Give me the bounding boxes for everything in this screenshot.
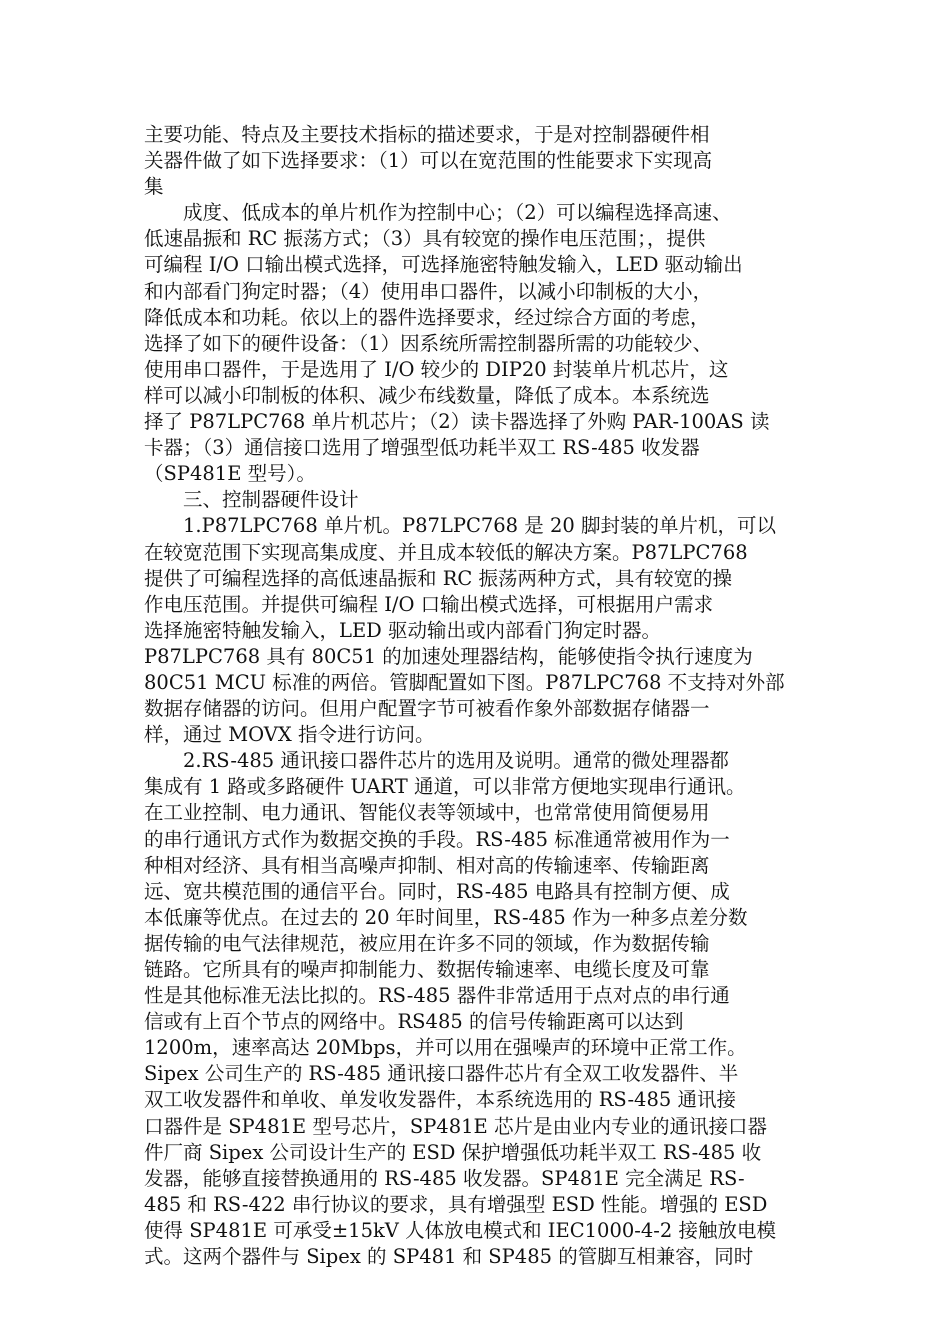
text-line: 本低廉等优点。在过去的 20 年时间里，RS-485 作为一种多点差分数 [144, 905, 748, 929]
text-line: 卡器；（3）通信接口选用了增强型低功耗半双工 RS-485 收发器 [144, 436, 700, 460]
text-line: P87LPC768 具有 80C51 的加速处理器结构，能够使指令执行速度为 [144, 644, 753, 668]
text-line: 成度、低成本的单片机作为控制中心；（2）可以编程选择高速、 [144, 201, 732, 225]
text-line: 口器件是 SP481E 型号芯片，SP481E 芯片是由业内专业的通讯接口器 [144, 1114, 767, 1138]
text-line: 可编程 I/O 口输出模式选择，可选择施密特触发输入，LED 驱动输出 [144, 253, 743, 277]
text-line: 集 [144, 175, 164, 199]
text-line: 样可以减小印制板的体积、减少布线数量，降低了成本。本系统选 [144, 383, 710, 407]
text-line: 发器，能够直接替换通用的 RS-485 收发器。SP481E 完全满足 RS- [144, 1166, 745, 1190]
text-line: 使得 SP481E 可承受±15kV 人体放电模式和 IEC1000-4-2 接触放电模 [144, 1218, 776, 1242]
text-line: 式。这两个器件与 Sipex 的 SP481 和 SP485 的管脚互相兼容，同时 [144, 1245, 754, 1269]
text-line: 关器件做了如下选择要求：（1）可以在宽范围的性能要求下实现高 [144, 149, 713, 173]
text-line: 2.RS-485 通讯接口器件芯片的选用及说明。通常的微处理器都 [144, 749, 729, 773]
text-line: Sipex 公司生产的 RS-485 通讯接口器件芯片有全双工收发器件、半 [144, 1062, 739, 1086]
text-line: 提供了可编程选择的高低速晶振和 RC 振荡两种方式，具有较宽的操 [144, 566, 732, 590]
text-line: 数据存储器的访问。但用户配置字节可被看作象外部数据存储器一 [144, 697, 710, 721]
text-line: 的串行通讯方式作为数据交换的手段。RS-485 标准通常被用作为一 [144, 827, 730, 851]
text-line: 件厂商 Sipex 公司设计生产的 ESD 保护增强低功耗半双工 RS-485 收 [144, 1140, 762, 1164]
text-line: 在较宽范围下实现高集成度、并且成本较低的解决方案。P87LPC768 [144, 540, 748, 564]
text-line: 双工收发器件和单收、单发收发器件，本系统选用的 RS-485 通讯接 [144, 1088, 736, 1112]
body-text [144, 122, 808, 1270]
text-line: 选择施密特触发输入，LED 驱动输出或内部看门狗定时器。 [144, 618, 662, 642]
text-line: 样，通过 MOVX 指令进行访问。 [144, 723, 435, 747]
text-line: 选择了如下的硬件设备：（1）因系统所需控制器所需的功能较少、 [144, 331, 713, 355]
text-line: 在工业控制、电力通讯、智能仪表等领域中，也常常使用简便易用 [144, 801, 710, 825]
text-line: 择了 P87LPC768 单片机芯片；（2）读卡器选择了外购 PAR-100AS 读 [144, 410, 770, 434]
text-line: 使用串口器件，于是选用了 I/O 较少的 DIP20 封装单片机芯片，这 [144, 357, 729, 381]
text-line: 主要功能、特点及主要技术指标的描述要求，于是对控制器硬件相 [144, 123, 710, 146]
text-line: 信或有上百个节点的网络中。RS485 的信号传输距离可以达到 [144, 1010, 684, 1034]
text-line: 种相对经济、具有相当高噪声抑制、相对高的传输速率、传输距离 [144, 853, 710, 877]
text-line: 1200m，速率高达 20Mbps，并可以用在强噪声的环境中正常工作。 [144, 1036, 747, 1060]
text-line: 远、宽共模范围的通信平台。同时，RS-485 电路具有控制方便、成 [144, 879, 730, 903]
text-line: 80C51 MCU 标准的两倍。管脚配置如下图。P87LPC768 不支持对外部 [144, 670, 785, 694]
text-line: 降低成本和功耗。依以上的器件选择要求，经过综合方面的考虑， [144, 305, 710, 329]
text-line: 据传输的电气法律规范，被应用在许多不同的领域，作为数据传输 [144, 931, 710, 955]
text-line: 链路。它所具有的噪声抑制能力、数据传输速率、电缆长度及可靠 [144, 958, 710, 981]
text-line: （SP481E 型号）。 [144, 462, 316, 486]
text-line: 低速晶振和 RC 振荡方式；（3）具有较宽的操作电压范围；，提供 [144, 227, 706, 251]
text-line: 性是其他标准无法比拟的。RS-485 器件非常适用于点对点的串行通 [144, 984, 730, 1008]
text-line: 集成有 1 路或多路硬件 UART 通道，可以非常方便地实现串行通讯。 [144, 775, 746, 799]
text-line: 1.P87LPC768 单片机。P87LPC768 是 20 脚封装的单片机，可以 [144, 514, 776, 538]
text-line: 作电压范围。并提供可编程 I/O 口输出模式选择，可根据用户需求 [144, 592, 714, 616]
text-line: 三、控制器硬件设计 [144, 488, 359, 512]
text-line: 485 和 RS-422 串行协议的要求，具有增强型 ESD 性能。增强的 ESD [144, 1192, 768, 1216]
text-line: 和内部看门狗定时器；（4）使用串口器件，以减小印制板的大小， [144, 279, 713, 303]
